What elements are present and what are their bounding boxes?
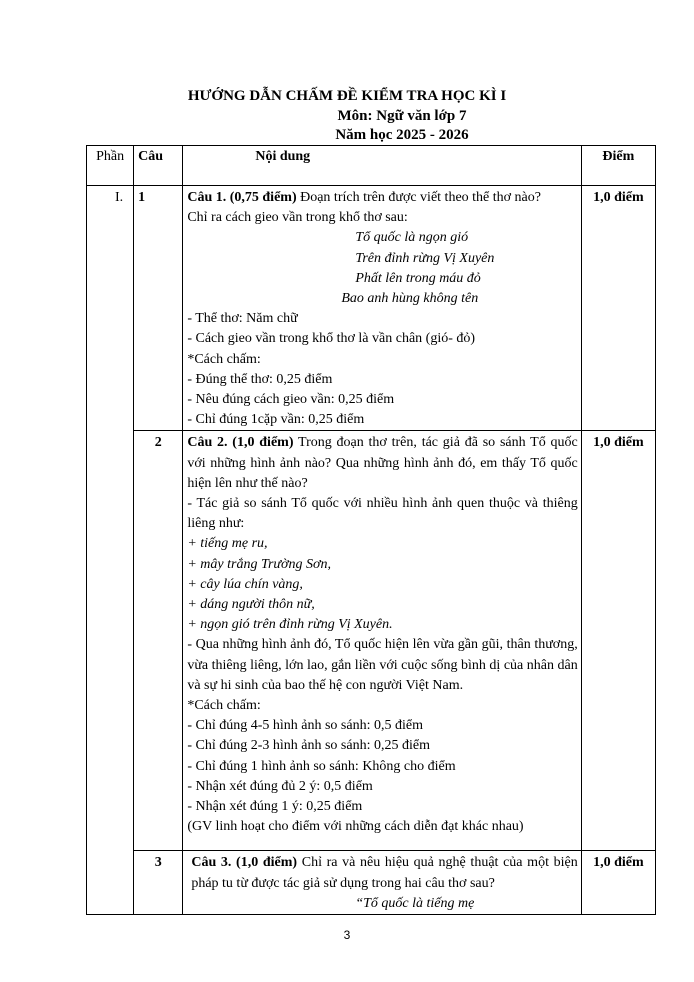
grading-table (86, 145, 656, 915)
header-cau: Câu (134, 146, 183, 186)
table-row-q2 (87, 431, 656, 851)
answer-line: - Qua những hình ảnh đó, Tổ quốc hiện lên vừa gần gũi, thân thương, vừa thiêng liêng, lớn lao, gắn liền với cuộc sống bình dị của nhân dân và sự hi sinh của bao thế hệ con người Việt Nam. (187, 637, 578, 693)
question-number: 3 (134, 851, 183, 915)
document-title: HƯỚNG DẪN CHẤM ĐỀ KIỂM TRA HỌC KÌ I (187, 88, 507, 104)
answer-line: *Cách chấm: (187, 351, 261, 367)
question-text: Đoạn trích trên được viết theo thể thơ nào? (296, 190, 541, 205)
question-number: 2 (134, 431, 183, 851)
answer-line: - Thể thơ: Năm chữ (187, 311, 298, 327)
question-score: 1,0 điểm (581, 186, 655, 431)
grading-line: - Nhận xét đúng đủ 2 ý: 0,5 điểm (187, 778, 373, 794)
question-number: 1 (134, 186, 183, 431)
answer-line: - Chỉ đúng 1cặp vần: 0,25 điểm (187, 412, 365, 428)
question-content (183, 186, 581, 431)
page-number: 3 (343, 928, 351, 942)
header-noidung: Nội dung (183, 146, 581, 186)
image-line: + ngọn gió trên đỉnh rừng Vị Xuyên. (187, 617, 393, 633)
document-subject: Môn: Ngữ văn lớp 7 (337, 108, 467, 124)
image-line: + cây lúa chín vàng, (187, 576, 303, 592)
grading-line: - Chỉ đúng 2-3 hình ảnh so sánh: 0,25 điểm (187, 738, 430, 754)
grading-line: *Cách chấm: (187, 698, 261, 714)
grading-line: - Nhận xét đúng 1 ý: 0,25 điểm (187, 799, 363, 815)
question-text: Trong đoạn thơ trên, tác giả đã so sánh Tổ quốc với những hình ảnh nào? Qua những hình ảnh đó, em thấy Tổ quốc hiện lên như thế nào? (187, 435, 578, 491)
question-score: 1,0 điểm (581, 851, 655, 915)
table-row-q3 (87, 851, 656, 915)
document-year: Năm học 2025 - 2026 (335, 127, 469, 143)
question-score: 1,0 điểm (581, 431, 655, 851)
header-diem: Điểm (581, 146, 655, 186)
grading-line: - Chỉ đúng 4-5 hình ảnh so sánh: 0,5 điểm (187, 718, 423, 734)
image-line: + dáng người thôn nữ, (187, 597, 315, 613)
image-line: + mây trắng Trường Sơn, (187, 556, 331, 572)
poem-line: Tổ quốc là ngọn gió (355, 230, 469, 246)
grading-line: (GV linh hoạt cho điểm với những cách diễn đạt khác nhau) (187, 819, 524, 835)
image-line: + tiếng mẹ ru, (187, 536, 268, 552)
quote-line: “Tổ quốc là tiếng mẹ (355, 895, 475, 911)
question-text: Chỉ ra cách gieo vần trong khổ thơ sau: (187, 210, 408, 226)
answer-line: - Cách gieo vần trong khổ thơ là vần chân (gió- đỏ) (187, 331, 476, 347)
poem-line: Phất lên trong máu đỏ (355, 270, 481, 286)
question-content (183, 851, 581, 915)
header-phan: Phần (87, 146, 134, 186)
answer-line: - Nêu đúng cách gieo vần: 0,25 điểm (187, 392, 395, 408)
question-text: Chỉ ra và nêu hiệu quả nghệ thuật của một biện pháp tu từ được tác giả sử dụng trong hai câu thơ sau? (191, 855, 578, 891)
question-title: Câu 2. (1,0 điểm) (187, 435, 294, 451)
question-content (183, 431, 581, 851)
poem-line: Trên đỉnh rừng Vị Xuyên (355, 250, 495, 266)
question-title: Câu 3. (1,0 điểm) (191, 855, 298, 871)
answer-line: - Tác giả so sánh Tổ quốc với nhiều hình ảnh quen thuộc và thiêng liêng như: (187, 496, 578, 532)
part-number: I. (87, 186, 134, 915)
table-header-row (87, 146, 656, 186)
answer-line: - Đúng thể thơ: 0,25 điểm (187, 371, 333, 387)
question-title: Câu 1. (0,75 điểm) (187, 190, 297, 205)
table-row-q1 (87, 186, 656, 431)
grading-line: - Chỉ đúng 1 hình ảnh so sánh: Không cho điểm (187, 758, 456, 774)
poem-line: Bao anh hùng không tên (341, 291, 479, 307)
